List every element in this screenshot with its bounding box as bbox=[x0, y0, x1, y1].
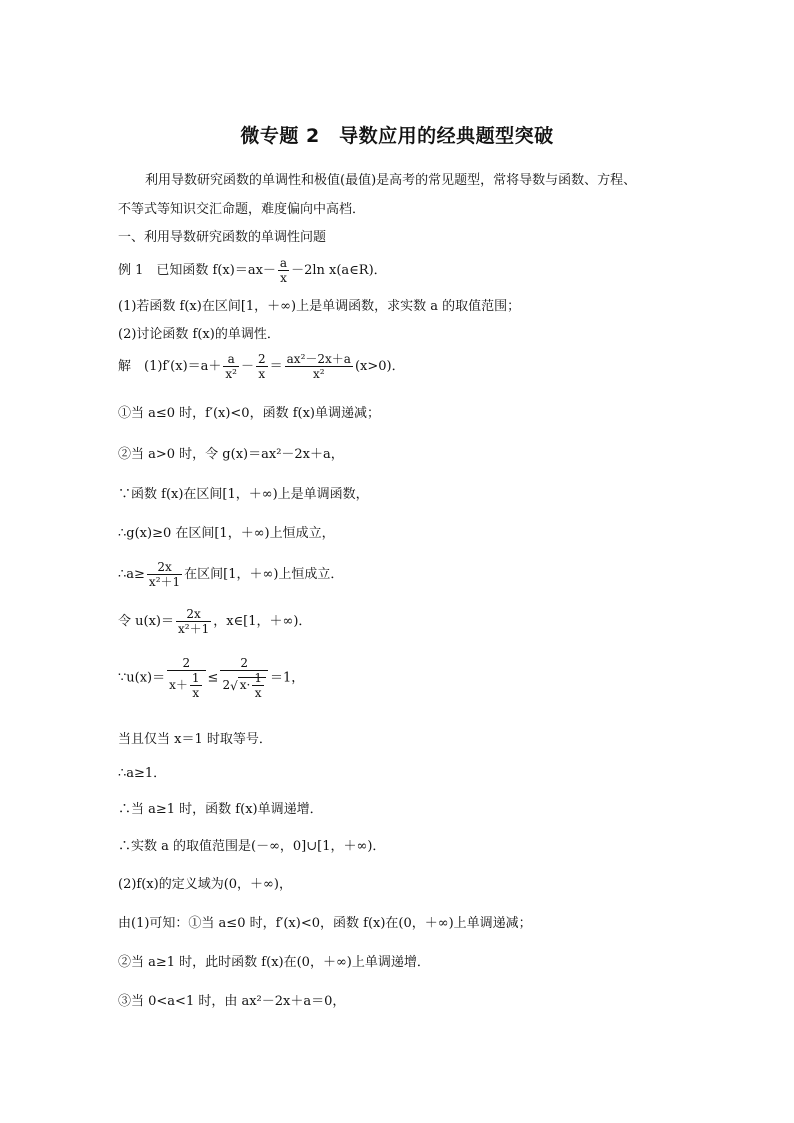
fraction-denominator bbox=[220, 671, 268, 700]
nested-fraction bbox=[252, 671, 264, 700]
s6-prefix: ∴a≥ bbox=[118, 567, 145, 582]
s1-equals: ＝ bbox=[269, 359, 283, 374]
page-title: 微专题 2 导数应用的经典题型突破 bbox=[240, 125, 554, 147]
fraction-denominator: x bbox=[258, 367, 266, 381]
fraction-numerator: 1 bbox=[254, 671, 262, 685]
fraction-denominator: x² bbox=[225, 367, 237, 381]
s1-minus: － bbox=[240, 359, 254, 374]
fraction-numerator: 1 bbox=[191, 671, 200, 685]
example-func-suffix: －2ln x(a∈R)． bbox=[291, 263, 387, 278]
example-label: 例 1 已知函数 bbox=[118, 263, 209, 278]
solution-line-9: 当且仅当 x＝1 时取等号． bbox=[118, 732, 272, 747]
solution-line-3: ②当 a>0 时，令 g(x)＝ax²－2x＋a， bbox=[118, 447, 344, 462]
solution-line-1 bbox=[118, 352, 405, 381]
fraction-numerator: 2x bbox=[147, 560, 182, 575]
fraction-numerator: 2 bbox=[258, 352, 266, 366]
sqrt-symbol: √ bbox=[230, 678, 238, 693]
s7-fraction bbox=[176, 607, 211, 636]
section-heading: 一、利用导数研究函数的单调性问题 bbox=[118, 230, 327, 245]
s8-leq: ≤ bbox=[207, 670, 219, 686]
solution-line-13: (2)f(x)的定义域为(0，＋∞)， bbox=[118, 877, 292, 892]
nested-fraction bbox=[190, 671, 202, 700]
radicand-term: x· bbox=[239, 678, 251, 692]
fraction-numerator: 2 bbox=[220, 656, 268, 671]
s1-suffix: (x>0)． bbox=[354, 359, 405, 374]
fraction-denominator: x bbox=[192, 686, 200, 700]
solution-line-2: ①当 a≤0 时，f′(x)<0，函数 f(x)单调递减； bbox=[118, 406, 380, 421]
denominator-term: x＋ bbox=[169, 678, 188, 692]
fraction-denominator: x² bbox=[313, 367, 325, 381]
solution-line-6 bbox=[118, 560, 343, 589]
s8-fraction-1 bbox=[167, 656, 205, 700]
fraction-denominator: x²＋1 bbox=[177, 622, 210, 636]
solution-line-8 bbox=[118, 656, 304, 700]
example-fraction bbox=[278, 256, 289, 285]
s8-prefix: ∵u(x)＝ bbox=[118, 670, 166, 686]
s6-fraction bbox=[147, 560, 182, 589]
fraction-denominator: x bbox=[280, 271, 287, 285]
intro-line-2: 不等式等知识交汇命题，难度偏向中高档． bbox=[118, 202, 366, 217]
s7-suffix: ，x∈[1，＋∞)． bbox=[213, 614, 312, 629]
solution-line-10: ∴a≥1． bbox=[118, 766, 167, 781]
denominator-coefficient: 2 bbox=[222, 678, 231, 692]
s8-suffix: ＝1， bbox=[269, 670, 305, 686]
solution-line-15: ②当 a≥1 时，此时函数 f(x)在(0，＋∞)上单调递增． bbox=[118, 955, 430, 970]
solution-line-11: ∴当 a≥1 时，函数 f(x)单调递增． bbox=[118, 802, 323, 817]
fraction-numerator: ax²－2x＋a bbox=[286, 352, 351, 366]
example-statement bbox=[118, 256, 387, 285]
solution-line-5: ∴g(x)≥0 在区间[1，＋∞)上恒成立， bbox=[118, 526, 335, 541]
s6-suffix: 在区间[1，＋∞)上恒成立． bbox=[184, 567, 344, 582]
s1-fraction-2 bbox=[256, 352, 268, 381]
question-1: (1)若函数 f(x)在区间[1，＋∞)上是单调函数，求实数 a 的取值范围； bbox=[118, 299, 521, 314]
solution-line-4: ∵函数 f(x)在区间[1，＋∞)上是单调函数， bbox=[118, 487, 369, 502]
example-func-prefix: f(x)＝ax－ bbox=[212, 263, 276, 278]
solution-line-16: ③当 0<a<1 时，由 ax²－2x＋a＝0， bbox=[118, 994, 346, 1009]
s1-fraction-3 bbox=[285, 352, 353, 381]
solution-line-12: ∴实数 a 的取值范围是(－∞，0]∪[1，＋∞)． bbox=[118, 839, 386, 854]
fraction-denominator: x²＋1 bbox=[148, 575, 181, 589]
s7-prefix: 令 u(x)＝ bbox=[118, 614, 174, 629]
s1-prefix: 解 (1)f′(x)＝a＋ bbox=[118, 359, 222, 374]
fraction-numerator: a bbox=[279, 256, 288, 270]
fraction-numerator: 2x bbox=[176, 607, 211, 622]
radicand bbox=[238, 671, 266, 700]
question-2: (2)讨论函数 f(x)的单调性． bbox=[118, 327, 280, 342]
s1-fraction-1 bbox=[223, 352, 239, 381]
fraction-denominator: x bbox=[254, 686, 262, 700]
fraction-numerator: a bbox=[223, 352, 239, 367]
fraction-denominator bbox=[167, 671, 205, 700]
fraction-numerator: 2 bbox=[167, 656, 205, 671]
solution-line-7 bbox=[118, 607, 311, 636]
s8-fraction-2 bbox=[220, 656, 268, 700]
solution-line-14: 由(1)可知：①当 a≤0 时，f′(x)<0，函数 f(x)在(0，＋∞)上单调递减； bbox=[118, 916, 532, 931]
intro-line-1: 利用导数研究函数的单调性和极值(最值)是高考的常见题型，常将导数与函数、方程、 bbox=[145, 173, 637, 188]
